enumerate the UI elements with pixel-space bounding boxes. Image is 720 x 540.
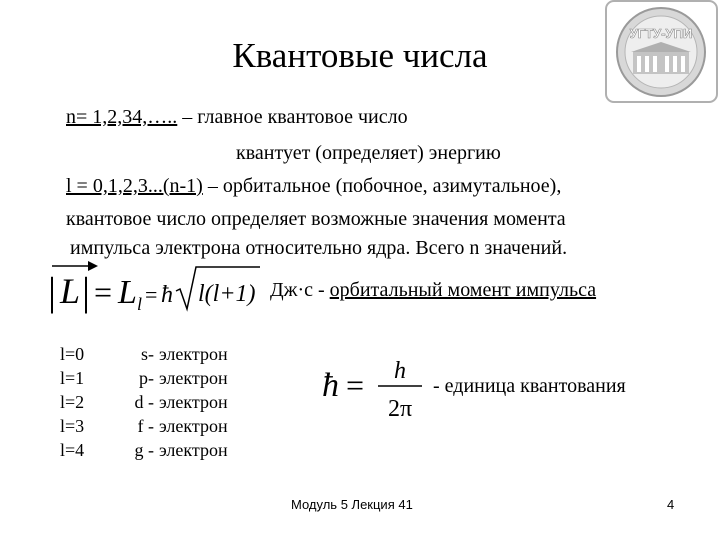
momentum-units: Дж·с - xyxy=(270,279,330,301)
hbar-caption: - единица квантования xyxy=(433,375,626,397)
list-item: l=3 xyxy=(60,416,85,436)
principal-number-line-2: квантует (определяет) энергию xyxy=(236,142,501,164)
abs-open: | xyxy=(48,269,57,314)
list-item: g - xyxy=(134,440,154,460)
orbital-word-column xyxy=(159,342,228,462)
orbital-values: l = 0,1,2,3...(n-1) xyxy=(66,175,203,197)
hbar-formula xyxy=(318,352,430,422)
sqrt-argument: l(l+1) xyxy=(198,281,256,307)
principal-description: – главное квантовое число xyxy=(177,106,408,128)
list-item: электрон xyxy=(159,440,228,460)
footer-text: Модуль 5 Лекция 41 xyxy=(291,497,413,512)
list-item: d - xyxy=(134,392,154,412)
momentum-label: орбитальный момент импульса xyxy=(329,279,597,301)
hbar-symbol-2: ħ xyxy=(322,367,339,404)
list-item: электрон xyxy=(159,416,228,436)
list-item: l=2 xyxy=(60,392,85,412)
principal-values: n= 1,2,34,….. xyxy=(66,106,178,128)
orbital-number-line-2: квантовое число определяет возможные значения момента xyxy=(66,208,566,230)
momentum-caption xyxy=(270,279,596,302)
orbital-number-line-3: импульса электрона относительно ядра. Всего n значений. xyxy=(70,237,568,259)
list-item: p- xyxy=(139,368,154,388)
list-item: l=1 xyxy=(60,368,85,388)
equals-3: = xyxy=(346,367,365,403)
orbital-letter-column xyxy=(112,342,154,462)
L-subscript: l xyxy=(137,294,143,314)
list-item: электрон xyxy=(159,392,228,412)
list-item: l=0 xyxy=(60,344,85,364)
list-item: s- xyxy=(141,344,154,364)
vector-L: L xyxy=(60,271,81,311)
page-number: 4 xyxy=(667,497,675,512)
hbar-symbol: ħ xyxy=(161,282,173,308)
equals-1: = xyxy=(94,274,113,310)
list-item: электрон xyxy=(159,344,228,364)
principal-number-line xyxy=(66,106,408,129)
list-item: электрон xyxy=(159,368,228,388)
logo-text: УГТУ-УПИ xyxy=(629,26,693,41)
equals-2: = xyxy=(145,282,158,307)
abs-close: | xyxy=(82,269,91,314)
orbital-number-line xyxy=(66,175,561,198)
slide-title: Квантовые числа xyxy=(232,36,488,75)
list-item: f - xyxy=(137,416,154,436)
fraction-denominator: 2π xyxy=(387,396,413,422)
orbital-description: – орбитальное (побочное, азимутальное), xyxy=(202,175,562,197)
orbital-l-column xyxy=(60,342,84,462)
L-symbol: L xyxy=(118,274,137,311)
list-item: l=4 xyxy=(60,440,85,460)
momentum-formula xyxy=(44,255,266,317)
fraction-numerator: h xyxy=(394,358,406,384)
